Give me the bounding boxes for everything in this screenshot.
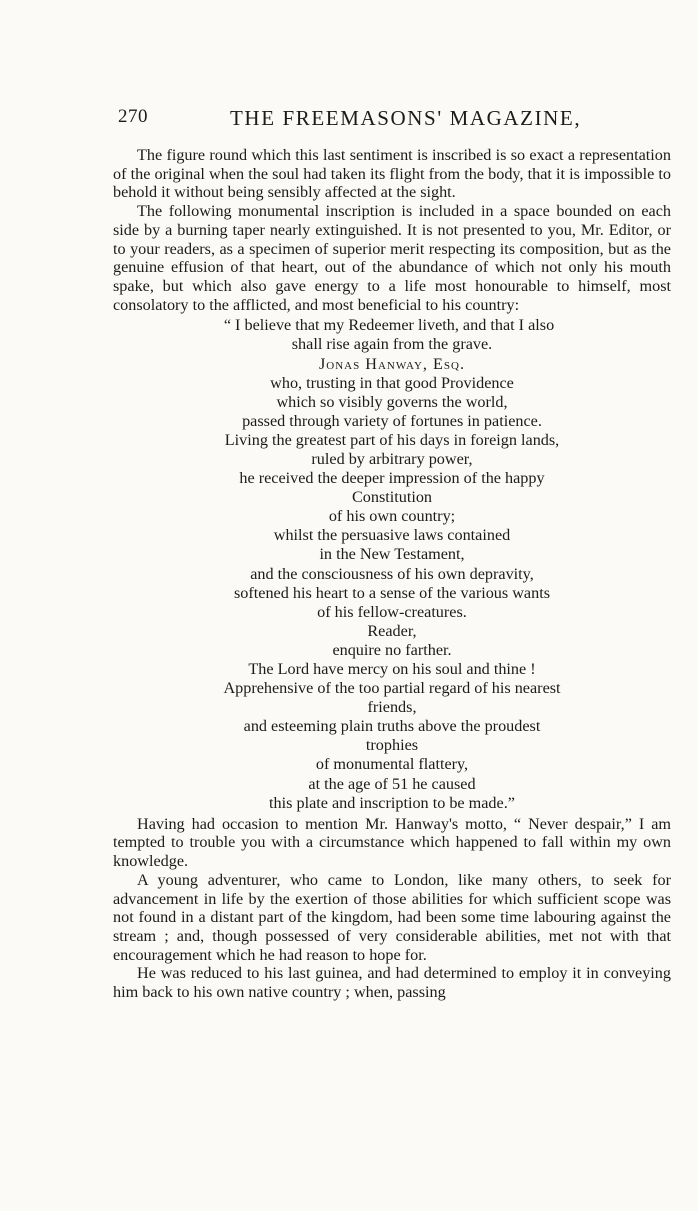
paragraph: He was reduced to his last guinea, and had determined to employ it in conveying him back to his own native country ; when, passing [113, 964, 671, 1002]
inscription-line: Constitution [351, 488, 433, 507]
inscription-line: “ I believe that my Redeemer liveth, and that I also [223, 316, 555, 335]
running-title: THE FREEMASONS' MAGAZINE, [230, 106, 582, 130]
paragraph: A young adventurer, who came to London, like many others, to seek for advancement in life by the exertion of those abilities for which sufficient scope was not found in a distant part of the kingdom, had been some time labouring against the stream ; and, though possessed of very considerable abilities, met not with that encouragement which he had reason to hope for. [113, 870, 671, 964]
inscription-line: The Lord have mercy on his soul and thine ! [248, 660, 536, 679]
inscription-line: which so visibly governs the world, [276, 392, 508, 411]
inscription-line: of monumental flattery, [315, 755, 469, 774]
inscription-line: shall rise again from the grave. [291, 335, 493, 354]
paragraph: The following monumental inscription is included in a space bounded on each side by a burning taper nearly extinguished. It is not presented to you, Mr. Editor, or to your readers, as a specimen of superior merit respecting its composition, but as the genuine effusion of that heart, out of the abundance of which not only his mouth spake, but which also gave energy to a life most honourable to himself, most consolatory to the afflicted, and most beneficial to his country: [113, 202, 671, 314]
inscription-line: he received the deeper impression of the happy [239, 469, 545, 488]
inscription-line: at the age of 51 he caused [308, 774, 476, 793]
inscription-line: of his fellow-creatures. [317, 602, 467, 621]
inscription-line: who, trusting in that good Providence [270, 373, 514, 392]
inscription-line: and the consciousness of his own depravity, [250, 564, 534, 583]
inscription-name: Jonas Hanway, Esq. [318, 354, 465, 373]
page-header [118, 106, 678, 136]
inscription-line: Living the greatest part of his days in foreign lands, [224, 430, 560, 449]
inscription-line: trophies [365, 736, 419, 755]
paragraph: The figure round which this last sentiment is inscribed is so exact a representation of the original when the soul had taken its flight from the body, that it is impossible to behold it without being sensibly affected at the sight. [113, 146, 671, 202]
inscription-line: enquire no farther. [332, 640, 452, 659]
paragraph: Having had occasion to mention Mr. Hanway's motto, “ Never despair,” I am tempted to trouble you with a circumstance which happened to fall within my own knowledge. [113, 814, 671, 871]
inscription-line: in the New Testament, [319, 545, 465, 564]
inscription-line: and esteeming plain truths above the proudest [243, 717, 541, 736]
inscription-line: Reader, [367, 621, 417, 640]
inscription-line: this plate and inscription to be made.” [269, 793, 515, 812]
inscription-line: softened his heart to a sense of the various wants [233, 583, 551, 602]
inscription-line: passed through variety of fortunes in patience. [242, 411, 542, 430]
monumental-inscription [113, 316, 671, 812]
inscription-line: of his own country; [328, 507, 456, 526]
inscription-line: whilst the persuasive laws contained [273, 526, 511, 545]
page-number: 270 [118, 106, 148, 127]
inscription-line: ruled by arbitrary power, [311, 449, 473, 468]
article-body [113, 146, 671, 1002]
inscription-line: friends, [367, 698, 417, 717]
inscription-line: Apprehensive of the too partial regard of his nearest [223, 679, 561, 698]
